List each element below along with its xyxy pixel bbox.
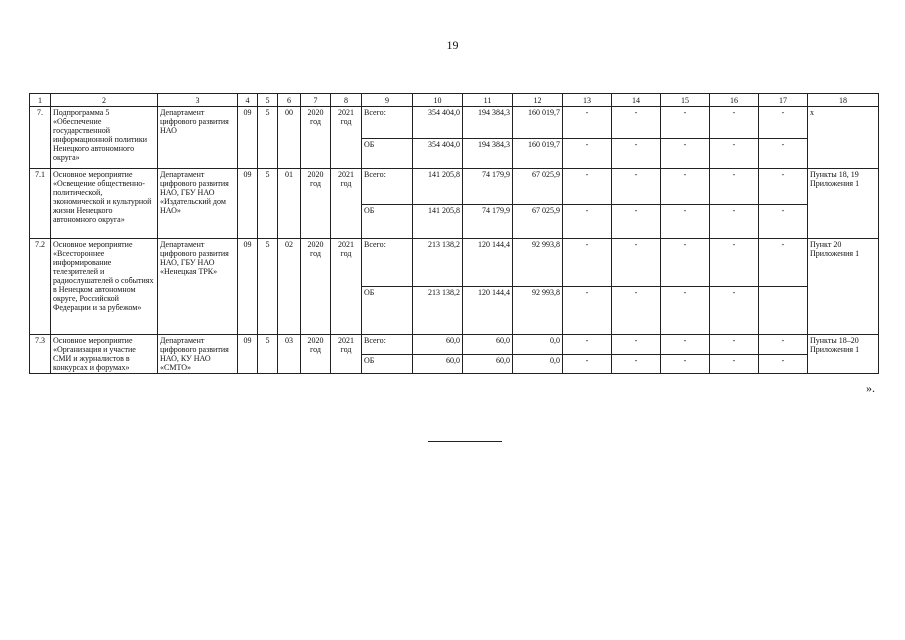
header-cell: 10: [413, 94, 463, 107]
funding-source-label: Всего:: [362, 335, 413, 355]
code-cell: 09: [238, 335, 258, 374]
empty-value: -: [612, 287, 661, 335]
executor-cell: Департамент цифрового развития НАО, ГБУ НАО «Издательский дом НАО»: [158, 169, 238, 239]
amount-year-2: 67 025,9: [513, 169, 563, 205]
header-cell: 13: [563, 94, 612, 107]
amount-year-2: 160 019,7: [513, 139, 563, 169]
header-cell: 17: [759, 94, 808, 107]
header-cell: 2: [51, 94, 158, 107]
measure-name: Основное мероприятие «Освещение общественно-политической, экономической и культурной жизни Ненецкого автономного округа»: [51, 169, 158, 239]
header-cell: 14: [612, 94, 661, 107]
closing-quote: ».: [866, 381, 875, 395]
empty-value: -: [563, 107, 612, 139]
empty-value: -: [612, 107, 661, 139]
amount-total: 213 138,2: [413, 239, 463, 287]
amount-total: 141 205,8: [413, 169, 463, 205]
empty-value: -: [710, 239, 759, 287]
empty-value: -: [759, 139, 808, 169]
header-cell: 15: [661, 94, 710, 107]
amount-year-2: 0,0: [513, 354, 563, 374]
empty-value: -: [563, 287, 612, 335]
header-cell: 9: [362, 94, 413, 107]
funding-source-label: ОБ: [362, 205, 413, 239]
empty-value: -: [661, 169, 710, 205]
executor-cell: Департамент цифрового развития НАО, ГБУ НАО «Ненецкая ТРК»: [158, 239, 238, 335]
code-cell: 09: [238, 169, 258, 239]
end-year: 2021 год: [331, 335, 362, 374]
start-year: 2020 год: [301, 335, 331, 374]
empty-value: -: [612, 205, 661, 239]
empty-value: -: [563, 354, 612, 374]
reference-note: Пункт 20 Приложения 1: [808, 239, 879, 335]
measure-name: Основное мероприятие «Организация и участие СМИ и журналистов в конкурсах и форумах»: [51, 335, 158, 374]
header-cell: 12: [513, 94, 563, 107]
header-cell: 7: [301, 94, 331, 107]
header-cell: 16: [710, 94, 759, 107]
table-row: [30, 335, 879, 355]
funding-source-label: Всего:: [362, 169, 413, 205]
empty-value: -: [612, 354, 661, 374]
empty-value: -: [759, 239, 808, 287]
amount-year-1: 74 179,9: [463, 169, 513, 205]
end-year: 2021 год: [331, 107, 362, 169]
amount-total: 213 138,2: [413, 287, 463, 335]
amount-year-2: 160 019,7: [513, 107, 563, 139]
empty-value: -: [612, 239, 661, 287]
amount-year-1: 120 144,4: [463, 287, 513, 335]
code-cell: 01: [278, 169, 301, 239]
executor-cell: Департамент цифрового развития НАО: [158, 107, 238, 169]
executor-cell: Департамент цифрового развития НАО, КУ НАО «СМТО»: [158, 335, 238, 374]
empty-value: -: [563, 239, 612, 287]
empty-value: -: [661, 205, 710, 239]
code-cell: 5: [258, 239, 278, 335]
funding-source-label: ОБ: [362, 354, 413, 374]
end-divider: [428, 441, 502, 442]
code-cell: 5: [258, 335, 278, 374]
empty-value: -: [759, 335, 808, 355]
empty-value: -: [710, 354, 759, 374]
header-cell: 3: [158, 94, 238, 107]
empty-value: -: [710, 107, 759, 139]
empty-value: -: [759, 169, 808, 205]
code-cell: 00: [278, 107, 301, 169]
funding-source-label: ОБ: [362, 287, 413, 335]
amount-year-1: 74 179,9: [463, 205, 513, 239]
empty-value: -: [710, 205, 759, 239]
end-year: 2021 год: [331, 169, 362, 239]
code-cell: 09: [238, 239, 258, 335]
page-number: 19: [446, 38, 459, 52]
empty-value: -: [661, 239, 710, 287]
code-cell: 09: [238, 107, 258, 169]
empty-value: -: [612, 335, 661, 355]
empty-value: -: [661, 354, 710, 374]
start-year: 2020 год: [301, 169, 331, 239]
header-cell: 18: [808, 94, 879, 107]
reference-note: х: [808, 107, 879, 169]
table-row: [30, 169, 879, 205]
start-year: 2020 год: [301, 107, 331, 169]
table-body: [30, 94, 879, 374]
empty-value: -: [612, 169, 661, 205]
empty-value: -: [710, 139, 759, 169]
row-number: 7.: [30, 107, 51, 169]
empty-value: -: [661, 139, 710, 169]
table-row: [30, 107, 879, 139]
measure-name: Основное мероприятие «Всестороннее информирование телезрителей и радиослушателей о событиях в Ненецком автономном округе, Российской Федерации и за рубежом»: [51, 239, 158, 335]
amount-total: 141 205,8: [413, 205, 463, 239]
header-cell: 11: [463, 94, 513, 107]
header-cell: 5: [258, 94, 278, 107]
header-cell: 4: [238, 94, 258, 107]
empty-value: -: [759, 107, 808, 139]
empty-value: -: [759, 354, 808, 374]
amount-total: 60,0: [413, 335, 463, 355]
header-row: [30, 94, 879, 107]
amount-year-1: 194 384,3: [463, 139, 513, 169]
amount-total: 60,0: [413, 354, 463, 374]
end-year: 2021 год: [331, 239, 362, 335]
amount-year-2: 92 993,8: [513, 287, 563, 335]
row-number: 7.3: [30, 335, 51, 374]
amount-total: 354 404,0: [413, 107, 463, 139]
empty-value: -: [563, 169, 612, 205]
empty-value: -: [563, 139, 612, 169]
amount-year-1: 194 384,3: [463, 107, 513, 139]
start-year: 2020 год: [301, 239, 331, 335]
empty-value: -: [612, 139, 661, 169]
amount-year-2: 92 993,8: [513, 239, 563, 287]
reference-note: Пункты 18–20 Приложения 1: [808, 335, 879, 374]
amount-year-1: 60,0: [463, 354, 513, 374]
reference-note: Пункты 18, 19 Приложения 1: [808, 169, 879, 239]
program-table: [29, 93, 879, 374]
header-cell: 1: [30, 94, 51, 107]
empty-value: -: [710, 335, 759, 355]
measure-name: Подпрограмма 5 «Обеспечение государственной информационной политики Ненецкого автономного округа»: [51, 107, 158, 169]
table-row: [30, 239, 879, 287]
header-cell: 8: [331, 94, 362, 107]
funding-source-label: ОБ: [362, 139, 413, 169]
code-cell: 5: [258, 107, 278, 169]
row-number: 7.1: [30, 169, 51, 239]
code-cell: 03: [278, 335, 301, 374]
empty-value: -: [710, 169, 759, 205]
amount-year-1: 60,0: [463, 335, 513, 355]
amount-year-2: 0,0: [513, 335, 563, 355]
empty-value: -: [661, 335, 710, 355]
code-cell: 02: [278, 239, 301, 335]
empty-value: -: [759, 205, 808, 239]
code-cell: 5: [258, 169, 278, 239]
header-cell: 6: [278, 94, 301, 107]
amount-year-2: 67 025,9: [513, 205, 563, 239]
funding-source-label: Всего:: [362, 107, 413, 139]
empty-value: [759, 287, 808, 335]
empty-value: -: [661, 107, 710, 139]
empty-value: -: [563, 335, 612, 355]
empty-value: -: [661, 287, 710, 335]
amount-total: 354 404,0: [413, 139, 463, 169]
row-number: 7.2: [30, 239, 51, 335]
funding-source-label: Всего:: [362, 239, 413, 287]
amount-year-1: 120 144,4: [463, 239, 513, 287]
empty-value: -: [710, 287, 759, 335]
empty-value: -: [563, 205, 612, 239]
